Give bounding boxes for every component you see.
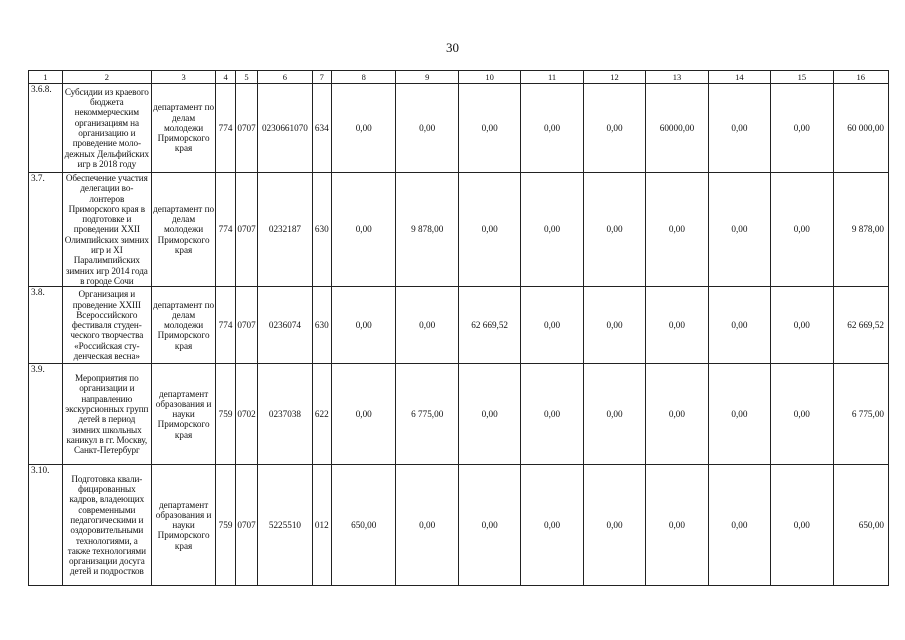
amount-cell: 0,00 [646, 364, 708, 465]
department: департамент по делам молодежи Приморского края [151, 84, 216, 173]
total-cell: 6 775,00 [833, 364, 888, 465]
code-cell: 774 [216, 84, 235, 173]
column-header: 9 [396, 71, 458, 84]
amount-cell: 0,00 [708, 465, 770, 586]
column-header: 11 [521, 71, 583, 84]
table-row [29, 364, 889, 465]
amount-cell: 0,00 [771, 465, 833, 586]
code-cell: 0707 [235, 173, 258, 287]
table-row [29, 173, 889, 287]
column-header: 3 [151, 71, 216, 84]
measure-name: Обеспечение участия делегации во-лонтеров Приморского края в подготовке и проведении XXII Олимпийских зимних игр и XI Паралимпийских зимних игр 2014 года в городе Сочи [62, 173, 151, 287]
amount-cell: 0,00 [646, 173, 708, 287]
code-cell: 774 [216, 287, 235, 364]
code-cell: 759 [216, 465, 235, 586]
measure-name: Подготовка квали-фицированных кадров, владеющих современными педагогическими и оздоровительными технологиями, а также технологиями организации досуга детей и подростков [62, 465, 151, 586]
amount-cell: 6 775,00 [396, 364, 458, 465]
code-cell: 0230661070 [258, 84, 312, 173]
amount-cell: 0,00 [458, 364, 520, 465]
code-cell: 634 [312, 84, 331, 173]
code-cell: 759 [216, 364, 235, 465]
amount-cell: 0,00 [708, 287, 770, 364]
amount-cell: 0,00 [331, 287, 396, 364]
total-cell: 9 878,00 [833, 173, 888, 287]
code-cell: 0237038 [258, 364, 312, 465]
column-header: 5 [235, 71, 258, 84]
code-cell: 622 [312, 364, 331, 465]
amount-cell: 0,00 [458, 173, 520, 287]
department: департамент по делам молодежи Приморского края [151, 173, 216, 287]
table-row [29, 287, 889, 364]
amount-cell: 0,00 [771, 173, 833, 287]
amount-cell: 0,00 [771, 84, 833, 173]
code-cell: 0232187 [258, 173, 312, 287]
code-cell: 0702 [235, 364, 258, 465]
code-cell: 0707 [235, 287, 258, 364]
column-header: 6 [258, 71, 312, 84]
page-number: 30 [446, 40, 459, 55]
amount-cell: 0,00 [583, 84, 645, 173]
measure-name: Мероприятия по организации и направлению экскурсионных групп детей в период зимних школьных каникул в гг. Москву, Санкт-Петербург [62, 364, 151, 465]
amount-cell: 0,00 [458, 84, 520, 173]
total-cell: 62 669,52 [833, 287, 888, 364]
amount-cell: 0,00 [583, 364, 645, 465]
amount-cell: 0,00 [646, 465, 708, 586]
amount-cell: 0,00 [521, 465, 583, 586]
amount-cell: 0,00 [583, 465, 645, 586]
amount-cell: 0,00 [771, 364, 833, 465]
table-row [29, 465, 889, 586]
amount-cell: 0,00 [708, 84, 770, 173]
code-cell: 630 [312, 173, 331, 287]
row-number: 3.6.8. [29, 84, 63, 173]
column-header: 14 [708, 71, 770, 84]
column-header: 1 [29, 71, 63, 84]
measure-name: Субсидии из краевого бюджета некоммерческим организациям на организацию и проведение моло-дежных Дельфийских игр в 2018 году [62, 84, 151, 173]
column-header: 10 [458, 71, 520, 84]
code-cell: 0707 [235, 465, 258, 586]
code-cell: 0236074 [258, 287, 312, 364]
amount-cell: 0,00 [521, 287, 583, 364]
amount-cell: 0,00 [646, 287, 708, 364]
header-row [29, 71, 889, 84]
column-header: 2 [62, 71, 151, 84]
column-header: 7 [312, 71, 331, 84]
amount-cell: 0,00 [583, 173, 645, 287]
row-number: 3.10. [29, 465, 63, 586]
code-cell: 630 [312, 287, 331, 364]
amount-cell: 0,00 [396, 84, 458, 173]
amount-cell: 0,00 [331, 173, 396, 287]
code-cell: 0707 [235, 84, 258, 173]
table-row [29, 84, 889, 173]
amount-cell: 0,00 [396, 287, 458, 364]
amount-cell: 0,00 [396, 465, 458, 586]
column-header: 15 [771, 71, 833, 84]
amount-cell: 0,00 [331, 84, 396, 173]
amount-cell: 0,00 [521, 84, 583, 173]
row-number: 3.9. [29, 364, 63, 465]
column-header: 8 [331, 71, 396, 84]
amount-cell: 0,00 [583, 287, 645, 364]
budget-table [28, 70, 889, 586]
department: департамент по делам молодежи Приморского края [151, 287, 216, 364]
code-cell: 5225510 [258, 465, 312, 586]
amount-cell: 0,00 [521, 173, 583, 287]
column-header: 13 [646, 71, 708, 84]
amount-cell: 60000,00 [646, 84, 708, 173]
column-header: 16 [833, 71, 888, 84]
amount-cell: 9 878,00 [396, 173, 458, 287]
row-number: 3.8. [29, 287, 63, 364]
department: департамент образования и науки Приморского края [151, 364, 216, 465]
amount-cell: 0,00 [708, 364, 770, 465]
amount-cell: 650,00 [331, 465, 396, 586]
total-cell: 650,00 [833, 465, 888, 586]
amount-cell: 62 669,52 [458, 287, 520, 364]
code-cell: 012 [312, 465, 331, 586]
row-number: 3.7. [29, 173, 63, 287]
measure-name: Организация и проведение XXIII Всероссийского фестиваля студен-ческого творчества «Российская сту-денческая весна» [62, 287, 151, 364]
column-header: 4 [216, 71, 235, 84]
department: департамент образования и науки Приморского края [151, 465, 216, 586]
total-cell: 60 000,00 [833, 84, 888, 173]
amount-cell: 0,00 [708, 173, 770, 287]
column-header: 12 [583, 71, 645, 84]
amount-cell: 0,00 [771, 287, 833, 364]
amount-cell: 0,00 [331, 364, 396, 465]
amount-cell: 0,00 [521, 364, 583, 465]
amount-cell: 0,00 [458, 465, 520, 586]
code-cell: 774 [216, 173, 235, 287]
